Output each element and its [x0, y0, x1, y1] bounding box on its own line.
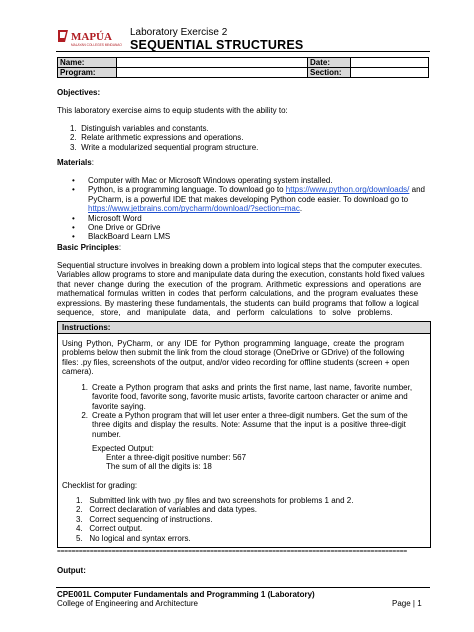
- list-item: 3. Correct sequencing of instructions.: [76, 514, 213, 524]
- list-item: 2. Relate arithmetic expressions and operations.: [70, 133, 244, 143]
- header-rule: [56, 51, 430, 52]
- footer-college: College of Engineering and Architecture: [57, 599, 198, 608]
- list-item: 1. Distinguish variables and constants.: [70, 124, 209, 133]
- list-item: • BlackBoard Learn LMS: [72, 232, 171, 242]
- list-item: 2. Correct declaration of variables and data types.: [76, 505, 257, 515]
- program-field[interactable]: [117, 68, 308, 78]
- name-label: Name:: [58, 58, 117, 68]
- expected-output-line-1: Enter a three-digit positive number: 567: [106, 453, 247, 462]
- logo-subtext: MALAYAN COLLEGES MINDANAO: [71, 43, 122, 47]
- section-label: Section:: [308, 68, 351, 78]
- instructions-intro: Using Python, PyCharm, or any IDE for Python programming language, create the program problems below then submit the link from the cloud storage (OneDrive or GDrive) of the following files: .py files, screenshots of the output, and/or video recording for offline students (screen + open camera).: [62, 339, 410, 377]
- materials-list: [72, 176, 432, 242]
- footer-rule: [56, 587, 430, 588]
- exercise-label: Laboratory Exercise 2: [130, 27, 228, 38]
- instructions-header: [58, 322, 430, 334]
- problem-1: 1. Create a Python program that asks and prints the first name, last name, favorite number, favorite food, favorite song, favorite music artists, favorite cartoon character or anime and favorite saying.: [81, 383, 413, 411]
- list-item: • One Drive or GDrive: [72, 223, 161, 233]
- student-info-table: [57, 57, 429, 78]
- list-item: • Python, is a programming language. To download go to https://www.python.org/downloads/ and PyCharm, is a powerful IDE that makes developing Python code easier. To download go to https://www.jetbrains.com/pycharm/download/?section=mac.: [72, 185, 425, 214]
- name-field[interactable]: [117, 58, 308, 68]
- list-item: • Microsoft Word: [72, 213, 142, 223]
- objectives-intro: This laboratory exercise aims to equip students with the ability to:: [57, 106, 288, 115]
- checklist-label: Checklist for grading:: [62, 481, 138, 490]
- footer-course: CPE001L Computer Fundamentals and Programming 1 (Laboratory): [57, 590, 315, 599]
- materials-heading: Materials:: [57, 158, 94, 167]
- page-title: SEQUENTIAL STRUCTURES: [130, 38, 304, 52]
- objectives-list: [70, 124, 410, 152]
- expected-output-label: Expected Output:: [92, 444, 154, 453]
- section-field[interactable]: [351, 68, 429, 78]
- logo-text: MAPÚA: [71, 31, 112, 43]
- principles-paragraph: Sequential structure involves in breaking down a problem into logical steps that the computer executes. Variables allow programs to store and manipulate data during the execution, constants hold fixed values that never change during the execution of the program. Arithmetic expressions and operations are mathematical formulas written in codes that perform calculations, and the program evaluates these expressions. By mastering these fundamentals, the students can build programs that follow a logical sequence, store, and manipulate data, and perform calculations to solve problems.: [57, 261, 425, 318]
- objectives-heading: Objectives:: [57, 88, 101, 97]
- output-label: Output:: [57, 566, 86, 575]
- list-item: 5. No logical and syntax errors.: [76, 533, 191, 543]
- checklist: [76, 496, 426, 543]
- list-item: 4. Correct output.: [76, 524, 143, 534]
- instructions-box: [57, 321, 431, 548]
- principles-heading: Basic Principles:: [57, 243, 122, 252]
- instructions-heading: Instructions:: [62, 323, 111, 332]
- list-item: • Computer with Mac or Microsoft Windows operating system installed.: [72, 176, 333, 185]
- separator-line: ================================================================================================: [57, 548, 408, 555]
- list-item: 3. Write a modularized sequential program structure.: [70, 142, 259, 152]
- program-label: Program:: [58, 68, 117, 78]
- page-number: Page | 1: [392, 599, 422, 608]
- python-download-link[interactable]: https://www.python.org/downloads/: [285, 185, 410, 195]
- date-field[interactable]: [351, 58, 429, 68]
- list-item: 1. Submitted link with two .py files and two screenshots for problems 1 and 2.: [76, 496, 354, 505]
- expected-output-line-2: The sum of all the digits is: 18: [106, 462, 212, 471]
- date-label: Date:: [308, 58, 351, 68]
- problem-2: 2. Create a Python program that will let user enter a three-digit numbers. Get the sum of the three digits and display the results. Note: Assume that the input is a positive three-digit number.: [81, 411, 408, 439]
- pycharm-download-link[interactable]: https://www.jetbrains.com/pycharm/download/?section=mac: [88, 204, 300, 214]
